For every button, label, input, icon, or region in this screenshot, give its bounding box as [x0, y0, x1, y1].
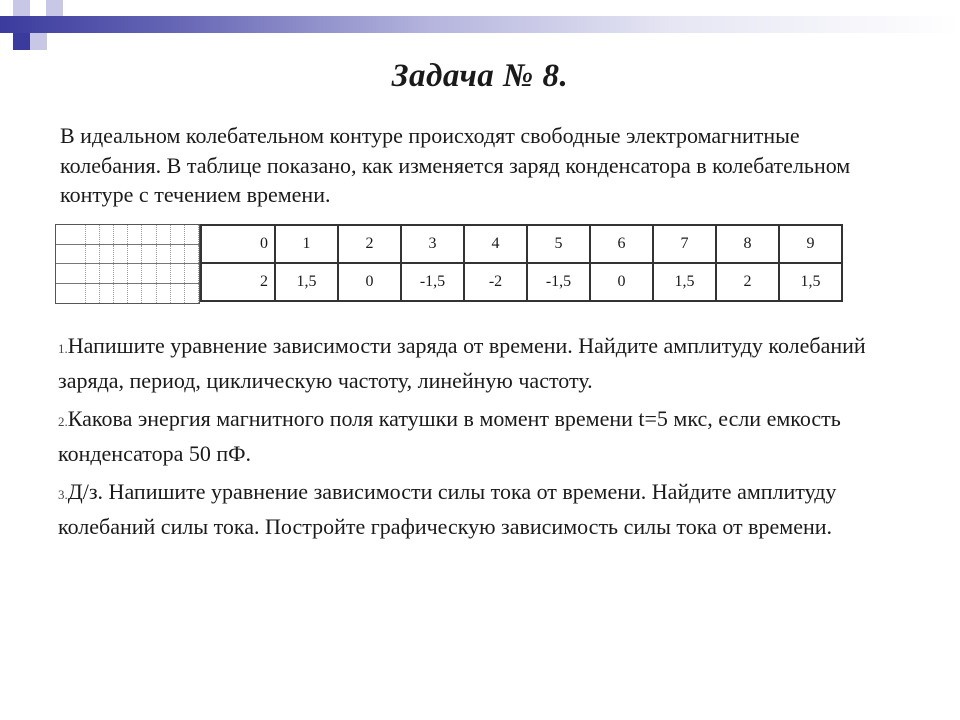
- problem-intro: В идеальном колебательном контуре происходят свободные электромагнитные колебания. В таблице показано, как изменяется заряд конденсатора в колебательном контуре с течением времени.: [60, 123, 851, 207]
- table-row-charge: [201, 263, 842, 301]
- table-cell: 3: [401, 225, 464, 263]
- table-cell: 2: [716, 263, 779, 301]
- slide-title: Задача № 8.: [391, 58, 569, 94]
- header-gradient-bar: [0, 16, 960, 33]
- deco-square: [46, 0, 63, 17]
- table-cell: 0: [201, 225, 275, 263]
- table-cell: 9: [779, 225, 842, 263]
- table-cell: 7: [653, 225, 716, 263]
- table-cell: -1,5: [527, 263, 590, 301]
- table-cell: 2: [338, 225, 401, 263]
- question-number: 3.: [58, 487, 68, 502]
- deco-square: [30, 33, 47, 50]
- table-cell: 1: [275, 225, 338, 263]
- deco-square: [13, 33, 30, 50]
- table-cell: 5: [527, 225, 590, 263]
- table-cell: 2: [201, 263, 275, 301]
- table-cell: 1,5: [275, 263, 338, 301]
- deco-square: [13, 0, 30, 17]
- table-cell: -1,5: [401, 263, 464, 301]
- question-item: [58, 476, 908, 543]
- charge-time-table: [200, 224, 843, 302]
- table-cell: 0: [590, 263, 653, 301]
- table-cell: 1,5: [653, 263, 716, 301]
- question-item: [58, 330, 908, 397]
- question-item: [58, 403, 908, 470]
- table-cell: 1,5: [779, 263, 842, 301]
- table-row-time: [201, 225, 842, 263]
- question-text: Напишите уравнение зависимости заряда от времени. Найдите амплитуду колебаний заряда, период, циклическую частоту, линейную частоту.: [58, 333, 866, 393]
- question-list: [58, 330, 908, 549]
- table-cell: 0: [338, 263, 401, 301]
- table-cell: -2: [464, 263, 527, 301]
- embedded-formula-image: [55, 224, 200, 304]
- table-cell: 6: [590, 225, 653, 263]
- table-cell: 8: [716, 225, 779, 263]
- question-number: 2.: [58, 414, 68, 429]
- question-number: 1.: [58, 341, 68, 356]
- data-table-area: [55, 224, 867, 305]
- table-cell: 4: [464, 225, 527, 263]
- question-text: Д/з. Напишите уравнение зависимости силы тока от времени. Найдите амплитуду колебаний силы тока. Постройте графическую зависимость силы тока от времени.: [58, 479, 837, 539]
- question-text: Какова энергия магнитного поля катушки в момент времени t=5 мкс, если емкость конденсатора 50 пФ.: [58, 406, 841, 466]
